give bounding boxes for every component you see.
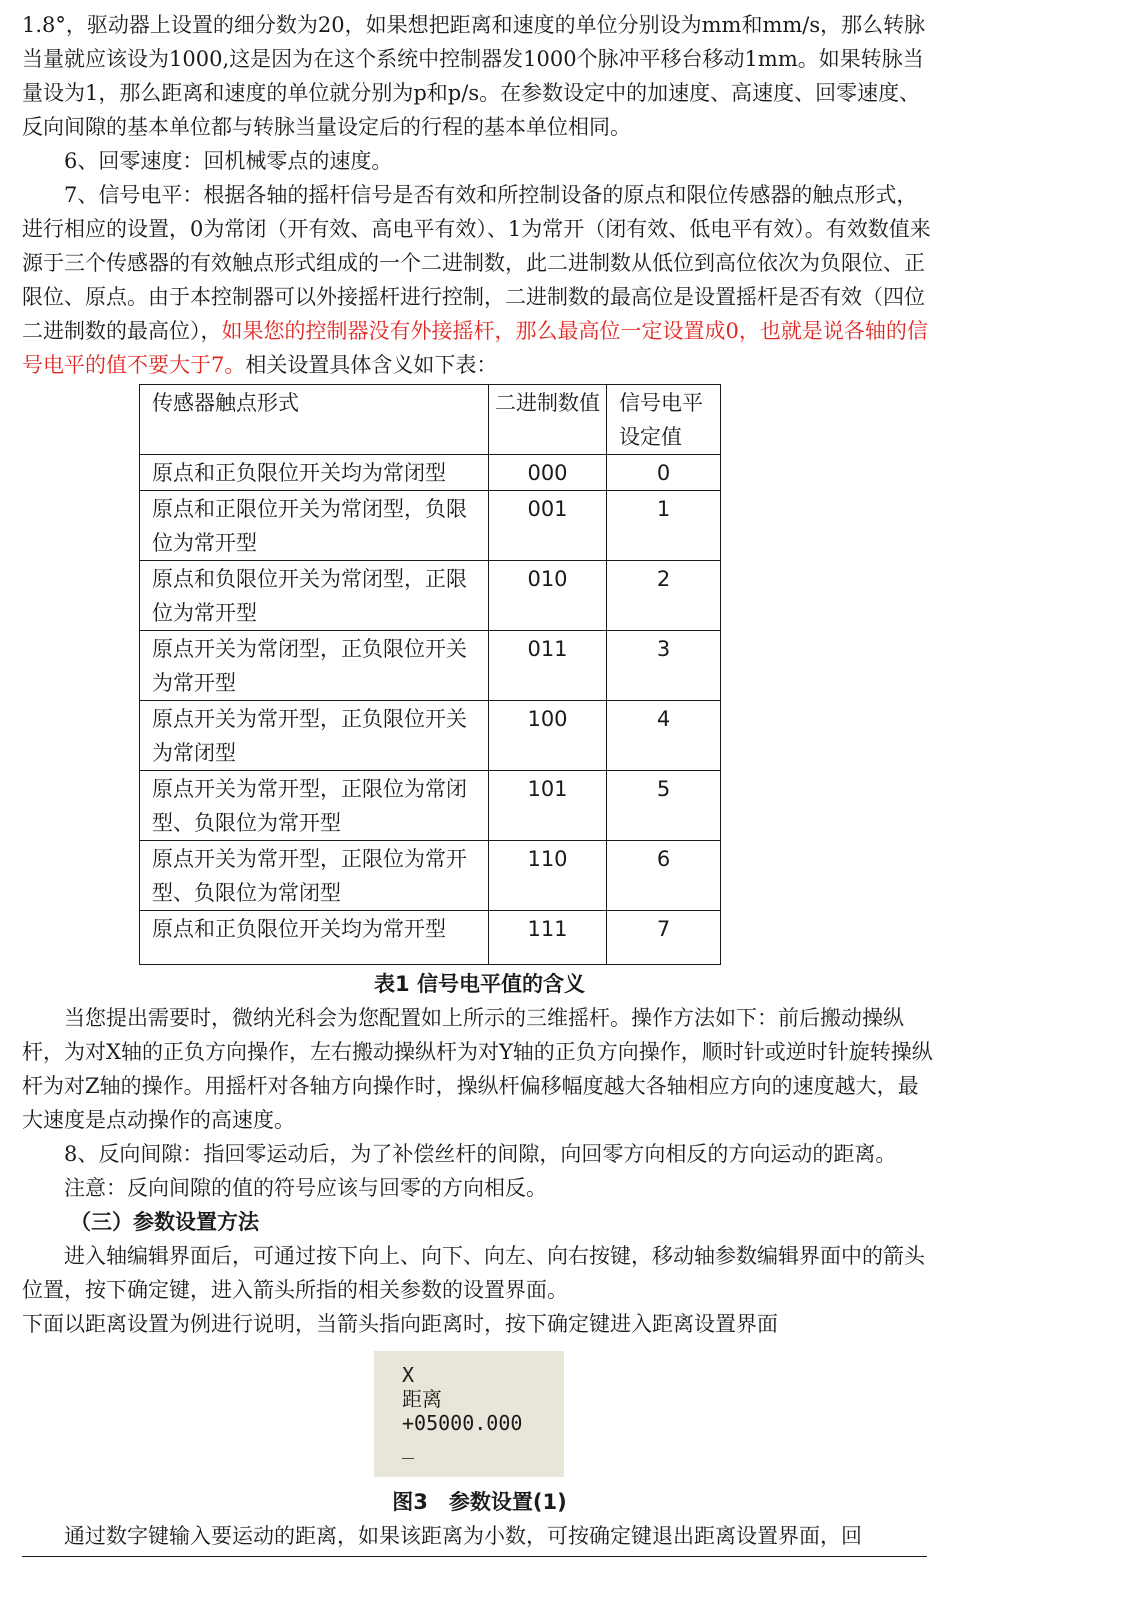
table-row (140, 771, 721, 841)
table-row (140, 701, 721, 771)
table-header-cell: 二进制数值 (489, 385, 607, 455)
table-cell: 100 (489, 701, 607, 771)
paragraph-pulse-equivalent: 1.8°，驱动器上设置的细分数为20，如果想把距离和速度的单位分别设为mm和mm/s，那么转脉当量就应该设为1000,这是因为在这个系统中控制器发1000个脉冲平移台移动1mm。如果转脉当量设为1，那么距离和速度的单位就分别为p和p/s。在参数设定中的加速度、高速度、回零速度、反向间隙的基本单位都与转脉当量设定后的行程的基本单位相同。 (22, 13, 926, 139)
table-cell: 0 (607, 455, 721, 491)
table-caption: 表1 信号电平值的含义 (374, 972, 585, 996)
table-cell: 原点开关为常开型，正负限位开关为常闭型 (140, 701, 489, 771)
table-cell: 原点和正限位开关为常闭型，负限位为常开型 (140, 491, 489, 561)
figure-caption: 图3 参数设置(1) (392, 1490, 567, 1514)
table-cell: 原点开关为常开型，正限位为常闭型、负限位为常开型 (140, 771, 489, 841)
table-cell: 原点开关为常闭型，正负限位开关为常开型 (140, 631, 489, 701)
table-cell: 原点开关为常开型，正限位为常开型、负限位为常闭型 (140, 841, 489, 911)
table-cell: 原点和负限位开关为常闭型，正限位为常开型 (140, 561, 489, 631)
table-cell: 4 (607, 701, 721, 771)
table-row (140, 455, 721, 491)
table-cell: 6 (607, 841, 721, 911)
table-row (140, 491, 721, 561)
paragraph-signal-level (22, 178, 937, 382)
signal-level-table (139, 384, 721, 965)
table-row (140, 911, 721, 965)
signal-level-text: 7、信号电平：根据各轴的摇杆信号是否有效和所控制设备的原点和限位传感器的触点形式，进行相应的设置，0为常闭（开有效、高电平有效）、1为常开（闭有效、低电平有效）。有效数值来源于三个传感器的有效触点形式组成的一个二进制数，此二进制数从低位到高位依次为负限位、正限位、原点。由于本控制器可以外接摇杆进行控制，二进制数的最高位是设置摇杆是否有效（四位二进制数的最高位）， (22, 183, 931, 343)
table-cell: 2 (607, 561, 721, 631)
table-cell: 011 (489, 631, 607, 701)
table-cell: 000 (489, 455, 607, 491)
table-cell: 原点和正负限位开关均为常开型 (140, 911, 489, 965)
paragraph-note: 注意：反向间隙的值的符号应该与回零的方向相反。 (64, 1176, 547, 1200)
lcd-screen (374, 1351, 564, 1477)
table-cell: 010 (489, 561, 607, 631)
table-header-cell: 传感器触点形式 (140, 385, 489, 455)
table-cell: 1 (607, 491, 721, 561)
footer-rule (22, 1556, 927, 1557)
paragraph-joystick: 当您提出需要时，微纳光科会为您配置如上所示的三维摇杆。操作方法如下：前后搬动操纵杆，为对X轴的正负方向操作，左右搬动操纵杆为对Y轴的正负方向操作，顺时针或逆时针旋转操纵杆为对Z轴的操作。用摇杆对各轴方向操作时，操纵杆偏移幅度越大各轴相应方向的速度越大，最大速度是点动操作的高速度。 (22, 1006, 933, 1132)
lcd-cursor: _ (402, 1435, 415, 1459)
signal-level-tail: 相关设置具体含义如下表： (245, 353, 498, 377)
table-cell: 5 (607, 771, 721, 841)
paragraph-axis-edit: 进入轴编辑界面后，可通过按下向上、向下、向左、向右按键，移动轴参数编辑界面中的箭头位置，按下确定键，进入箭头所指的相关参数的设置界面。 (22, 1244, 925, 1302)
table-row (140, 561, 721, 631)
lcd-param: 距离 (402, 1387, 442, 1411)
paragraph-home-speed: 6、回零速度：回机械零点的速度。 (64, 149, 393, 173)
section-title: （三）参数设置方法 (70, 1210, 259, 1234)
table-cell: 3 (607, 631, 721, 701)
table-header-row (140, 385, 721, 455)
table-cell: 原点和正负限位开关均为常闭型 (140, 455, 489, 491)
lcd-value: +05000.000 (402, 1411, 523, 1435)
paragraph-input-distance: 通过数字键输入要运动的距离，如果该距离为小数，可按确定键退出距离设置界面，回 (64, 1524, 862, 1548)
table-row (140, 841, 721, 911)
paragraph-backlash: 8、反向间隙：指回零运动后，为了补偿丝杆的间隙，向回零方向相反的方向运动的距离。 (64, 1142, 897, 1166)
document-page (22, 8, 937, 1553)
table-cell: 101 (489, 771, 607, 841)
table-header-cell: 信号电平设定值 (607, 385, 721, 455)
table-cell: 111 (489, 911, 607, 965)
table-row (140, 631, 721, 701)
lcd-axis: X (402, 1363, 415, 1387)
signal-level-warning: 如果您的控制器没有外接摇杆，那么最高位一定设置成0，也就是说各轴的信号电平的值不要大于7。 (22, 319, 928, 377)
table-cell: 7 (607, 911, 721, 965)
table-cell: 110 (489, 841, 607, 911)
paragraph-distance-example: 下面以距离设置为例进行说明，当箭头指向距离时，按下确定键进入距离设置界面 (22, 1312, 778, 1336)
table-cell: 001 (489, 491, 607, 561)
